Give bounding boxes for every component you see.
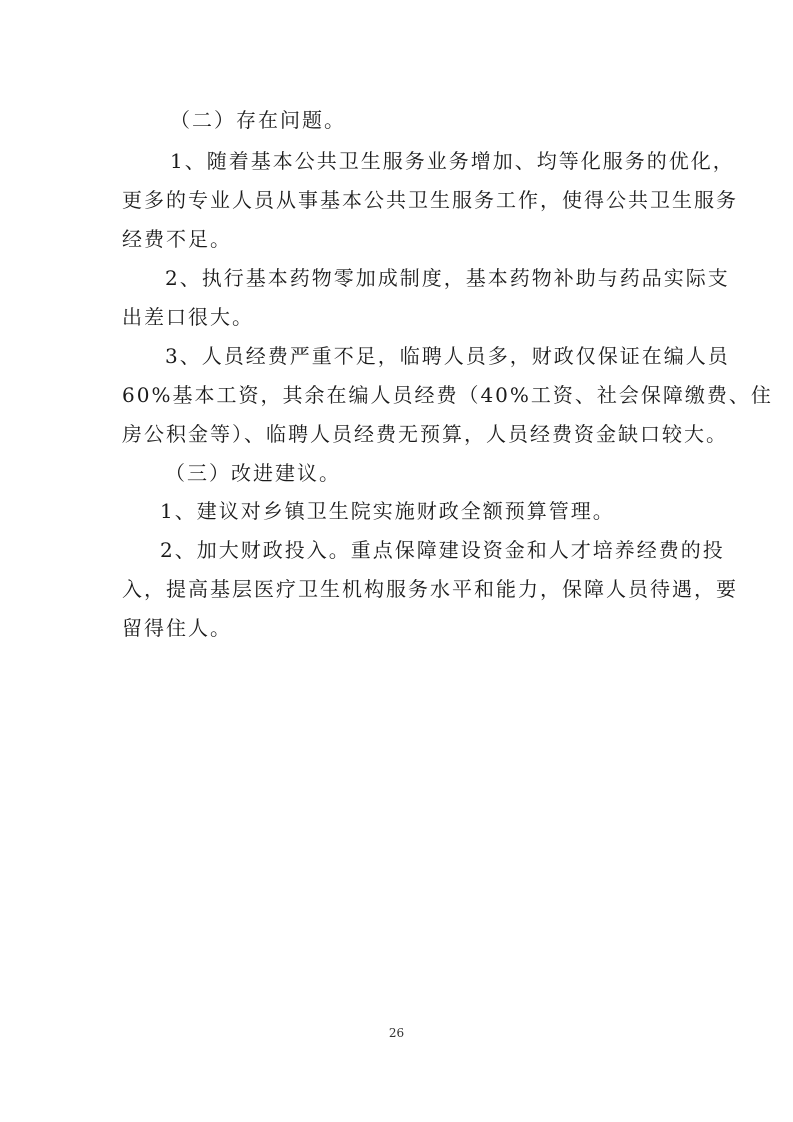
problem-3-line-3: 房公积金等）、临聘人员经费无预算，人员经费资金缺口较大。	[122, 422, 728, 446]
suggestion-2-line-3: 留得住人。	[122, 616, 232, 640]
problem-1-line-3: 经费不足。	[122, 227, 232, 251]
section-heading-problems: （二）存在问题。	[170, 108, 346, 132]
problem-3-line-2: 60%基本工资，其余在编人员经费（40%工资、社会保障缴费、住	[122, 383, 773, 407]
section-heading-suggestions: （三）改进建议。	[165, 461, 341, 485]
problem-1-line-2: 更多的专业人员从事基本公共卫生服务工作，使得公共卫生服务	[122, 188, 738, 212]
page-number: 26	[388, 1026, 405, 1040]
problem-1-line-1: 1、随着基本公共卫生服务业务增加、均等化服务的优化，	[170, 149, 735, 173]
problem-2-line-1: 2、执行基本药物零加成制度，基本药物补助与药品实际支	[165, 266, 730, 290]
suggestion-2-line-1: 2、加大财政投入。重点保障建设资金和人才培养经费的投	[160, 538, 725, 562]
problem-3-line-1: 3、人员经费严重不足，临聘人员多，财政仅保证在编人员	[165, 344, 730, 368]
problem-2-line-2: 出差口很大。	[122, 305, 254, 329]
suggestion-2-line-2: 入，提高基层医疗卫生机构服务水平和能力，保障人员待遇，要	[122, 577, 738, 601]
suggestion-1-line-1: 1、建议对乡镇卫生院实施财政全额预算管理。	[160, 499, 615, 523]
